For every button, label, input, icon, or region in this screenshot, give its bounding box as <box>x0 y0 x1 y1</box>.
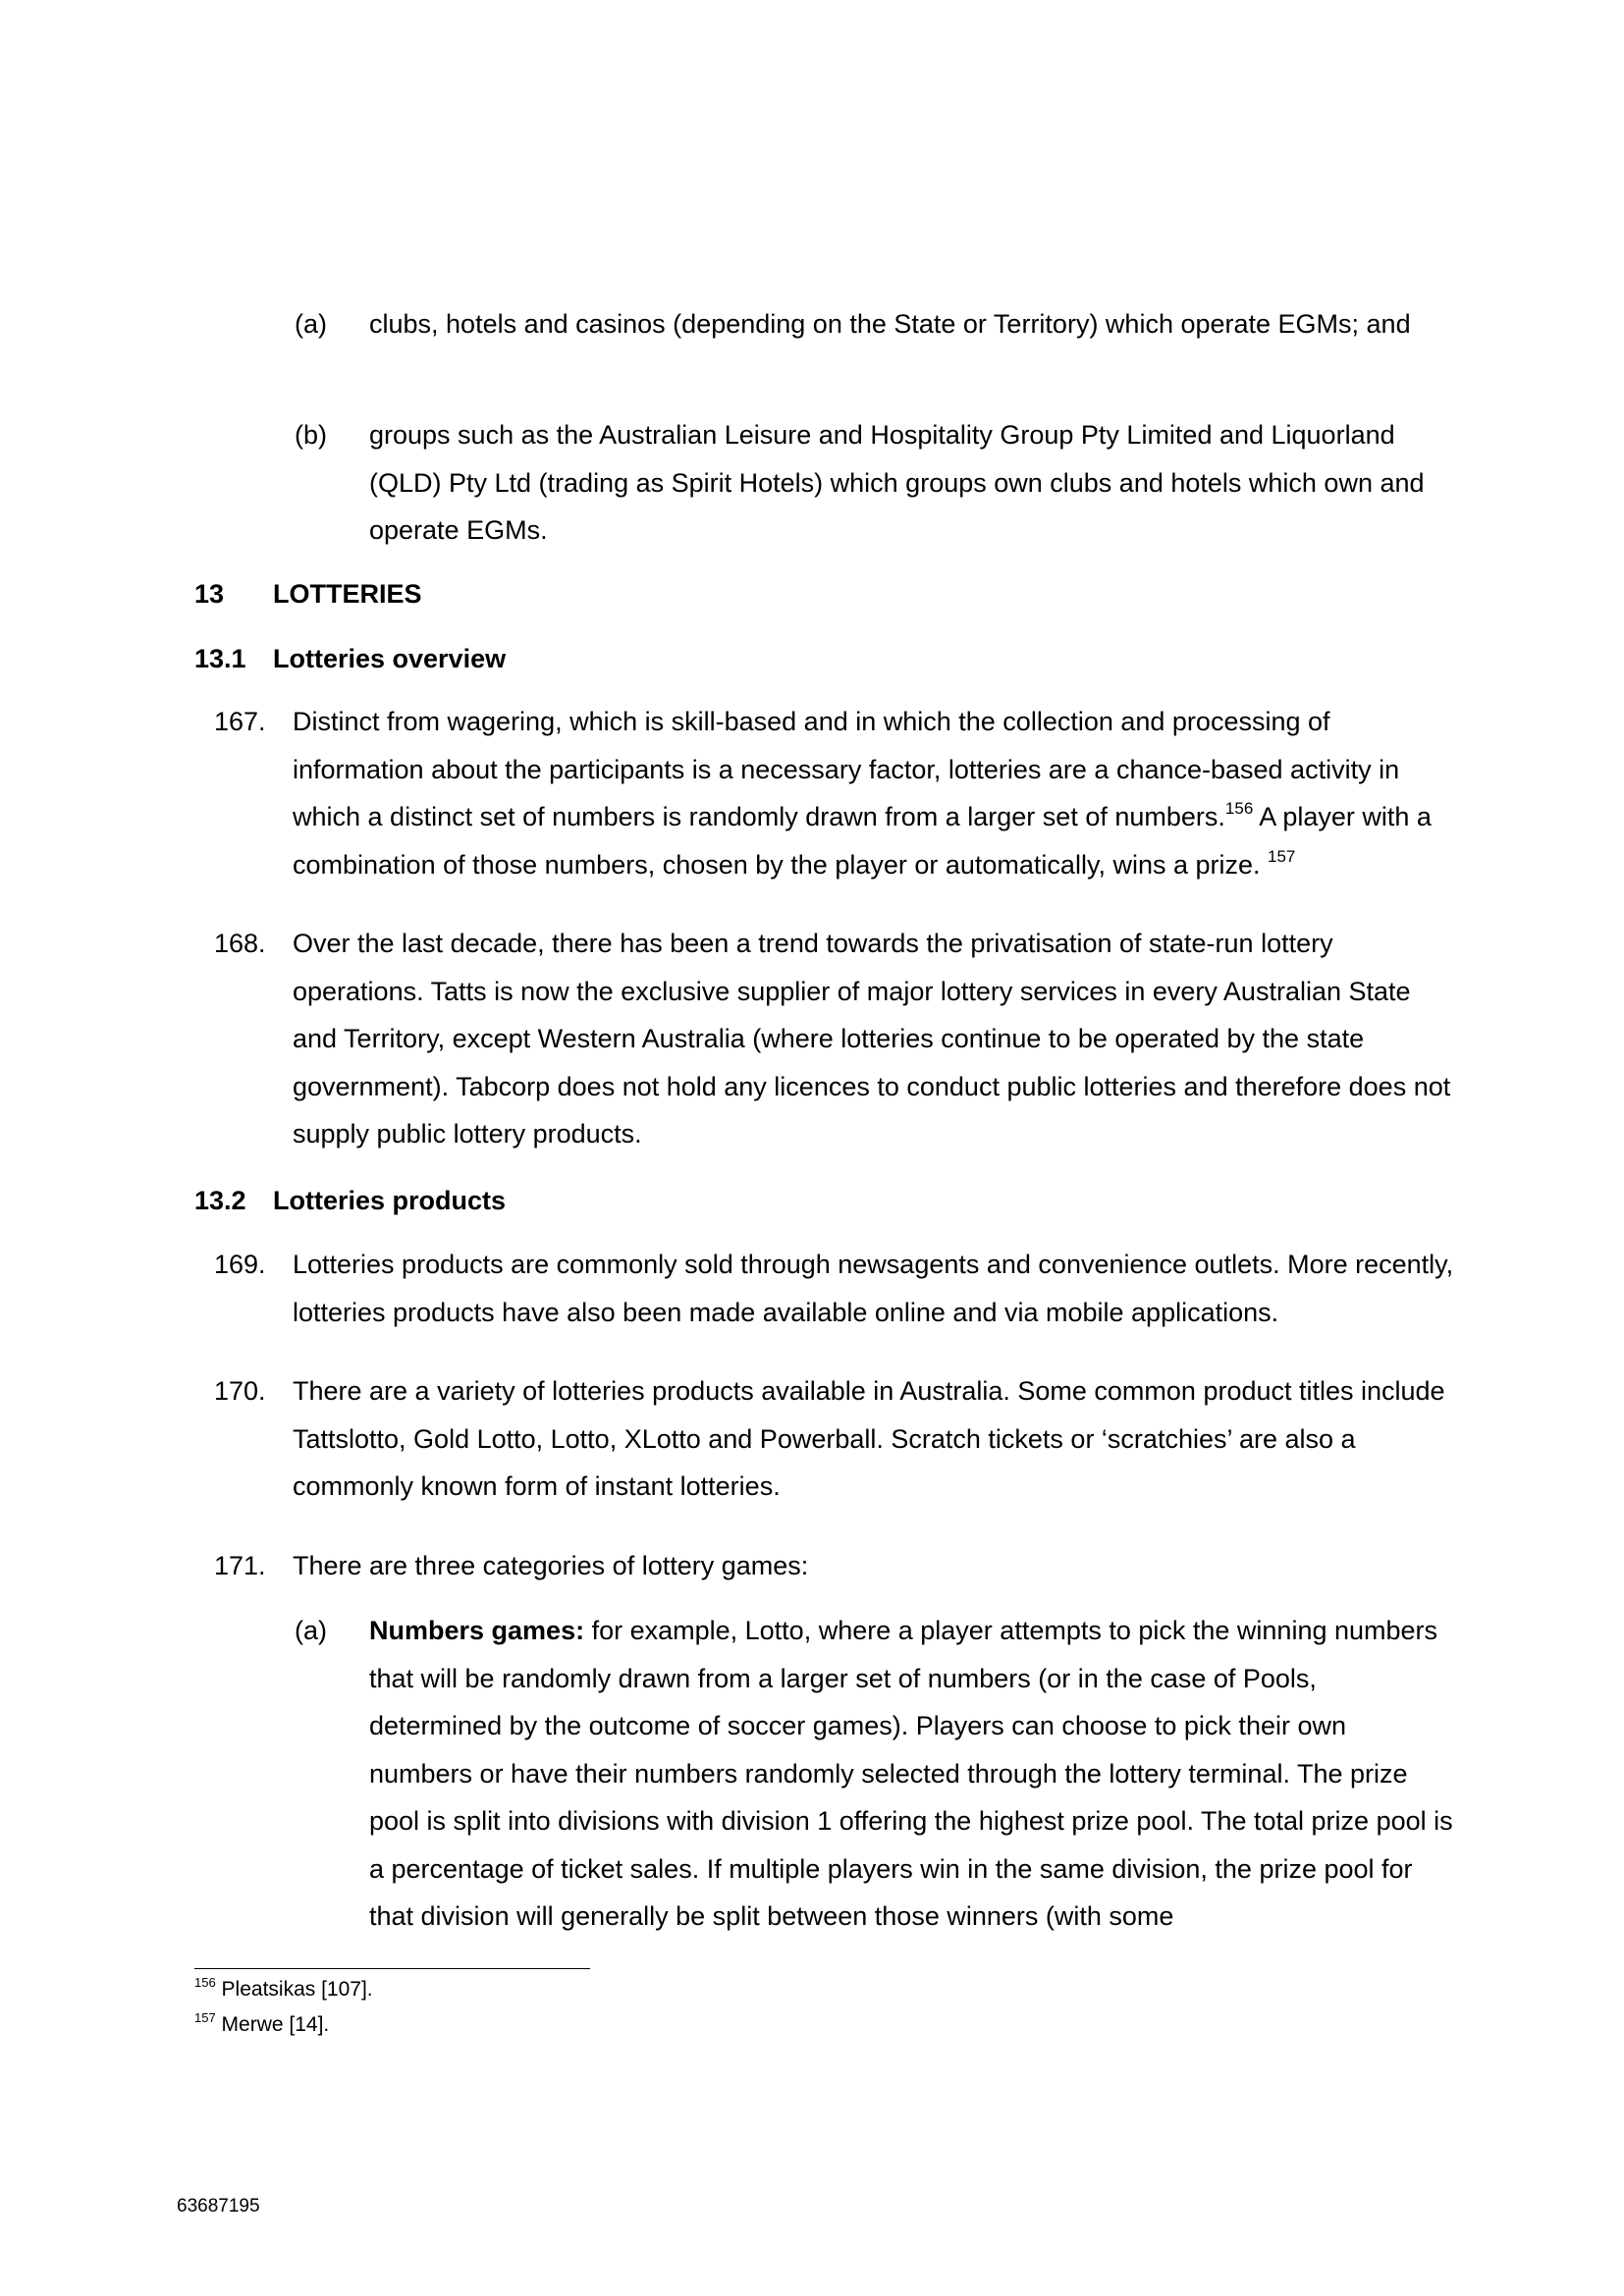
footnote-reference: 157 <box>1268 846 1296 866</box>
footnote-reference: 156 <box>1224 799 1254 818</box>
paragraph-number: 171. <box>214 1551 266 1580</box>
paragraph-number: 169. <box>214 1250 266 1279</box>
list-item-label: (a) <box>295 309 327 339</box>
paragraph-number: 167. <box>214 707 266 736</box>
footnote-text: Pleatsikas [107]. <box>215 1978 373 2001</box>
paragraph-text <box>293 698 1456 888</box>
paragraph-text: Lotteries products are commonly sold through newsagents and convenience outlets. More recently, lotteries products have also been made available online and via mobile applications. <box>293 1250 1454 1327</box>
footnote-157 <box>194 2011 329 2039</box>
section-number: 13 <box>194 579 225 609</box>
footnote-text: Merwe [14]. <box>215 2013 330 2036</box>
list-item-description: for example, Lotto, where a player attempts to pick the winning numbers that will be randomly drawn from a larger set of numbers (or in the case of Pools, determined by the outcome of soccer games). Players can choose to pick their own numbers or have their numbers randomly selected through the lottery terminal. The prize pool is split into divisions with division 1 offering the highest prize pool. The total prize pool is a percentage of ticket sales. If multiple players win in the same division, the prize pool for that division will generally be split between those winners (with some <box>369 1616 1453 1931</box>
paragraph-text: Over the last decade, there has been a trend towards the privatisation of state-run lottery operations. Tatts is now the exclusive supplier of major lottery services in every Australian State and Territory, except Western Australia (where lotteries continue to be operated by the state government). Tabcorp does not hold any licences to conduct public lotteries and therefore does not supply public lottery products. <box>293 929 1451 1148</box>
paragraph-text: There are three categories of lottery games: <box>293 1551 809 1580</box>
footnote-divider <box>194 1968 590 1969</box>
list-item-label: (b) <box>295 420 327 450</box>
list-item-label: (a) <box>295 1616 327 1645</box>
paragraph-text-part: A player with a combination of those numbers, chosen by the player or automatically, wins a prize. <box>293 802 1432 880</box>
list-item-text <box>369 1607 1453 1941</box>
footnote-number: 156 <box>194 1975 216 1990</box>
list-item-text: groups such as the Australian Leisure and Hospitality Group Pty Limited and Liquorland (QLD) Pty Ltd (trading as Spirit Hotels) which groups own clubs and hotels which own and operate EGMs. <box>369 420 1425 545</box>
section-title: LOTTERIES <box>273 579 422 609</box>
subsection-title: Lotteries overview <box>273 644 507 673</box>
subsection-number: 13.2 <box>194 1186 246 1215</box>
footnote-156 <box>194 1976 373 2003</box>
subsection-title: Lotteries products <box>273 1186 507 1215</box>
document-id: 63687195 <box>177 2196 260 2216</box>
paragraph-number: 168. <box>214 929 266 958</box>
footnote-number: 157 <box>194 2010 216 2025</box>
paragraph-text-part: Distinct from wagering, which is skill-based and in which the collection and processing of information about the participants is a necessary factor, lotteries are a chance-based activity in which a distinct set of numbers is randomly drawn from a larger set of numbers. <box>293 707 1400 831</box>
paragraph-number: 170. <box>214 1376 266 1406</box>
list-item-text: clubs, hotels and casinos (depending on the State or Territory) which operate EGMs; and <box>369 309 1411 339</box>
paragraph-text: There are a variety of lotteries products available in Australia. Some common product titles include Tattslotto, Gold Lotto, Lotto, XLotto and Powerball. Scratch tickets or ‘scratchies’ are also a commonly known form of instant lotteries. <box>293 1376 1445 1501</box>
list-item-term: Numbers games: <box>369 1616 585 1645</box>
subsection-number: 13.1 <box>194 644 246 673</box>
